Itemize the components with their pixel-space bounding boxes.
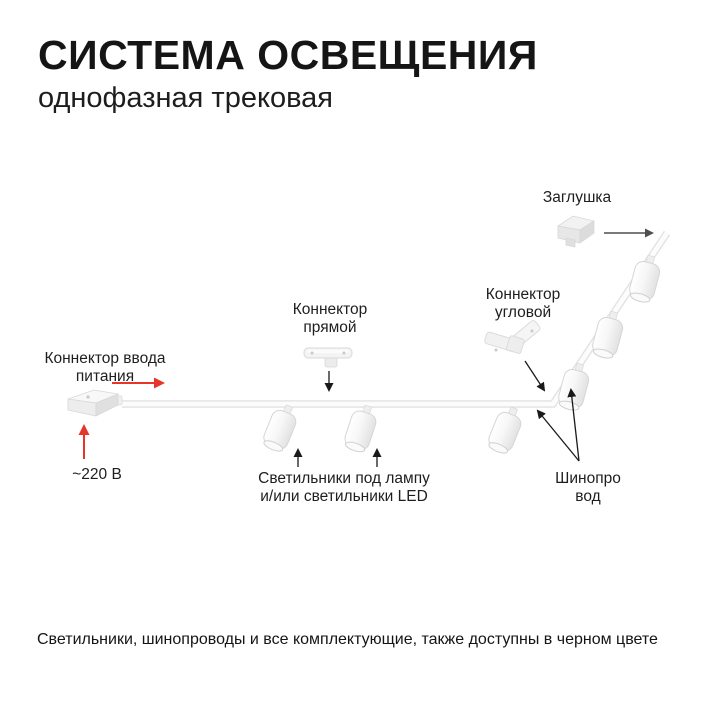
spotlight-graphic (342, 402, 380, 454)
end-cap-graphic (558, 216, 594, 247)
arrow-track-horizontal (538, 411, 579, 461)
corner-connector-graphic (484, 319, 541, 354)
page-subtitle: однофазная трековая (38, 82, 334, 115)
label-fixtures: Светильники под лампу и/или светильники LED (258, 470, 430, 505)
footer-note: Светильники, шинопроводы и все комплектующие, также доступны в черном цвете (37, 631, 658, 648)
spotlight-graphic (485, 403, 526, 456)
label-track: Шинопро вод (555, 470, 621, 505)
label-power-input-connector: Коннектор ввода питания (44, 350, 166, 385)
label-voltage: ~220 В (72, 466, 122, 483)
label-corner-connector: Коннектор угловой (485, 286, 561, 321)
label-straight-connector: Коннектор прямой (292, 301, 368, 336)
label-end-cap: Заглушка (542, 189, 612, 206)
page-title: СИСТЕМА ОСВЕЩЕНИЯ (38, 32, 538, 78)
spotlight-graphic (260, 401, 301, 454)
straight-connector-graphic (304, 348, 352, 367)
power-input-connector-graphic (68, 390, 122, 416)
arrow-corner-connector (525, 361, 544, 390)
